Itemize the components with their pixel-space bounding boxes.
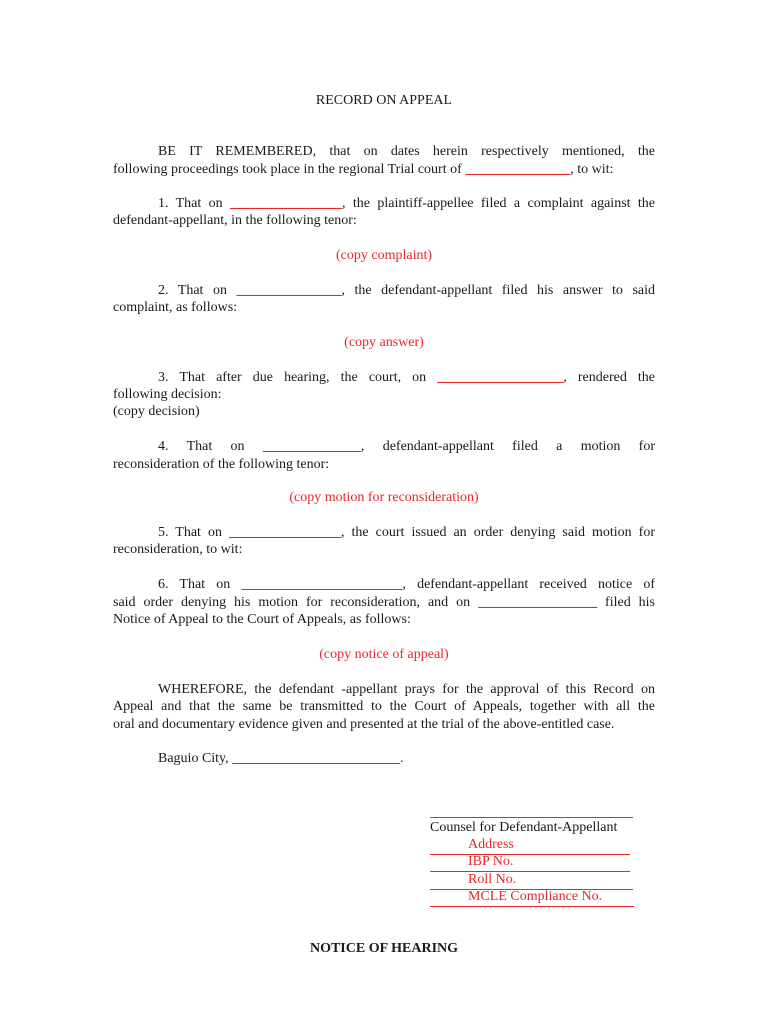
roll-number-field[interactable]: Roll No.: [430, 871, 633, 890]
complaint-date-blank[interactable]: ________________: [230, 196, 343, 211]
copy-notice-placeholder: (copy notice of appeal): [319, 647, 449, 662]
copy-answer-placeholder: (copy answer): [344, 335, 424, 350]
place-date-blank[interactable]: ________________________: [232, 751, 401, 766]
paragraph-2-line-1: 2. That on _______________, the defendant-appellant filed his answer to said: [158, 283, 656, 298]
paragraph-6-line-3: Notice of Appeal to the Court of Appeals, as follows:: [113, 612, 411, 627]
paragraph-5-line-1: 5. That on ________________, the court issued an order denying said motion for: [158, 525, 656, 540]
paragraph-5-line-2: reconsideration, to wit:: [113, 542, 243, 557]
paragraph-1-line-1: 1. That on ________________, the plaintiff-appellee filed a complaint against the: [158, 196, 656, 211]
answer-date-blank[interactable]: _______________: [236, 283, 342, 298]
counsel-label: Counsel for Defendant-Appellant: [430, 820, 618, 835]
paragraph-2-line-2: complaint, as follows:: [113, 300, 238, 315]
intro-line-2: following proceedings took place in the regional Trial court of _______________, to wit:: [113, 162, 614, 177]
copy-motion-placeholder: (copy motion for reconsideration): [289, 490, 479, 505]
ibp-number-field[interactable]: IBP No.: [430, 853, 630, 872]
appeal-filed-date-blank[interactable]: _________________: [478, 595, 598, 610]
paragraph-4-line-1: 4. That on ______________, defendant-appellant filed a motion for: [158, 439, 656, 454]
intro-line-1: BE IT REMEMBERED, that on dates herein respectively mentioned, the: [158, 144, 655, 159]
place-line: Baguio City, ________________________.: [158, 751, 404, 766]
notice-of-hearing-heading: NOTICE OF HEARING: [309, 941, 459, 956]
paragraph-3-line-2: following decision:: [113, 387, 222, 402]
document-title: RECORD ON APPEAL: [315, 93, 453, 108]
signature-line[interactable]: [430, 817, 633, 818]
paragraph-1-line-2: defendant-appellant, in the following tenor:: [113, 213, 357, 228]
mcle-compliance-field[interactable]: MCLE Compliance No.: [430, 888, 634, 907]
wherefore-line-1: WHEREFORE, the defendant -appellant prays for the approval of this Record on: [158, 682, 655, 697]
order-date-blank[interactable]: ________________: [229, 525, 341, 540]
decision-date-blank[interactable]: __________________: [437, 370, 564, 385]
notice-received-date-blank[interactable]: _______________________: [241, 577, 403, 592]
paragraph-4-line-2: reconsideration of the following tenor:: [113, 457, 330, 472]
paragraph-6-line-1: 6. That on _______________________, defendant-appellant received notice of: [158, 577, 656, 592]
paragraph-6-line-2: said order denying his motion for reconsideration, and on _________________ filed his: [113, 595, 655, 610]
paragraph-3-line-1: 3. That after due hearing, the court, on __________________, rendered the: [158, 370, 656, 385]
wherefore-line-3: oral and documentary evidence given and presented at the trial of the above-entitled case.: [113, 717, 615, 732]
court-blank[interactable]: _______________: [465, 162, 571, 177]
copy-complaint-placeholder: (copy complaint): [335, 248, 433, 263]
motion-date-blank[interactable]: ______________: [262, 439, 361, 454]
wherefore-line-2: Appeal and that the same be transmitted to the Court of Appeals, together with all the: [113, 699, 655, 714]
copy-decision-placeholder: (copy decision): [113, 404, 200, 419]
address-field[interactable]: Address: [430, 836, 630, 855]
